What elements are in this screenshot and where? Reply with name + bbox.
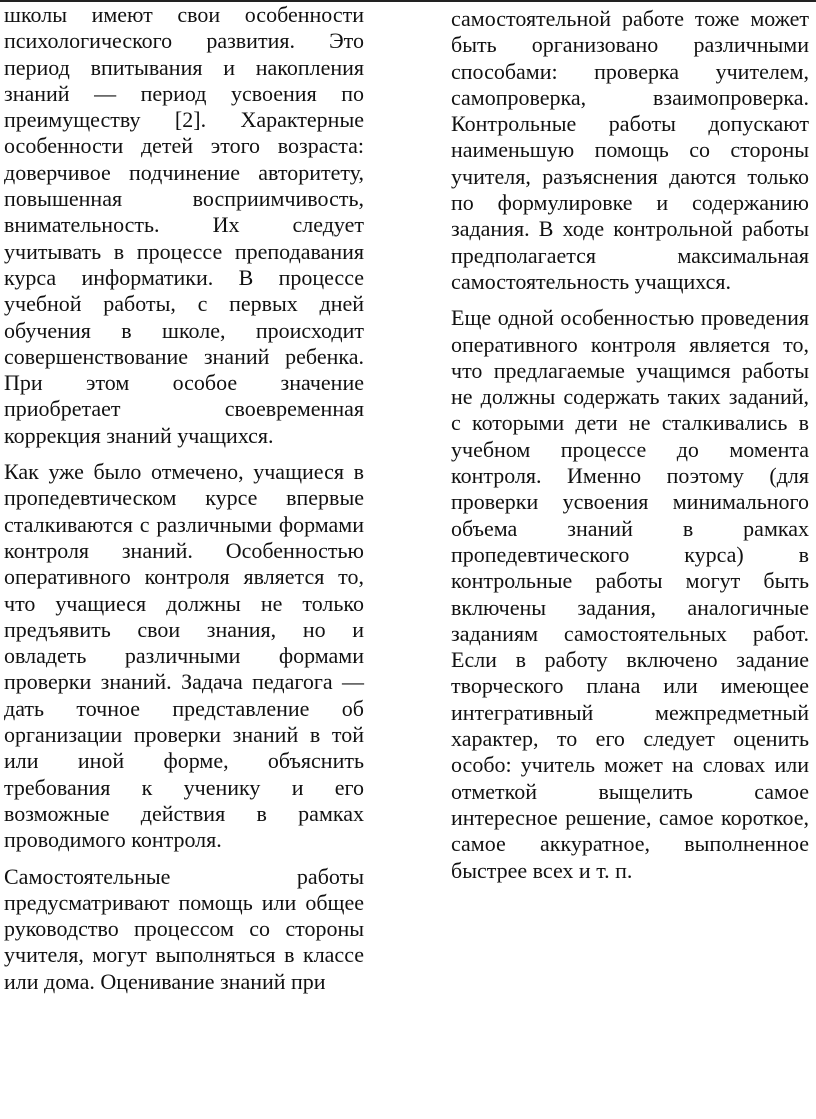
right-column (451, 2, 809, 894)
paragraph: Самостоятельные работы предусматривают помощь или общее руководство процессом со стороны учителя, могут выполняться в классе или дома. Оценивание знаний при (4, 863, 364, 994)
left-column (4, 2, 364, 1005)
paragraph: Как уже было отмечено, учащиеся в пропедевтическом курсе впервые сталкиваются с различными формами контроля знаний. Особенностью оперативного контроля является то, что учащиеся должны не только предъявить свои знания, но и овладеть различными формами проверки знаний. Задача педагога — дать точное представление об организации проверки знаний в той или иной форме, объяснить требования к ученику и его возможные действия в рамках проводимого контроля. (4, 459, 364, 853)
paragraph: Еще одной особенностью проведения оперативного контроля является то, что предлагаемые учащимся работы не должны содержать таких заданий, с которыми дети не сталкивались в учебном процессе до момента контроля. Именно поэтому (для проверки усвоения минимального объема знаний в рамках пропедевтического курса) в контрольные работы могут быть включены задания, аналогичные заданиям самостоятельных работ. Если в работу включено задание творческого плана или имеющее интегративный межпредметный характер, то его следует оценить особо: учитель может на словах или отметкой выщелить самое интересное решение, самое короткое, самое аккуратное, выполненное быстрее всех и т. п. (451, 305, 809, 883)
paragraph: самостоятельной работе тоже может быть организовано различными способами: проверка учителем, самопроверка, взаимопроверка. Контрольные работы допускают наименьшую помощь со стороны учителя, разъяснения даются только по формулировке и содержанию задания. В ходе контрольной работы предполагается максимальная самостоятельность учащихся. (451, 6, 809, 294)
paragraph: школы имеют свои особенности психологического развития. Это период впитывания и накопления знаний — период усвоения по преимуществу [2]. Характерные особенности детей этого возраста: доверчивое подчинение авторитету, повышенная восприимчивость, внимательность. Их следует учитывать в процессе преподавания курса информатики. В процессе учебной работы, с первых дней обучения в школе, происходит совершенствование знаний ребенка. При этом особое значение приобретает своевременная коррекция знаний учащихся. (4, 2, 364, 448)
